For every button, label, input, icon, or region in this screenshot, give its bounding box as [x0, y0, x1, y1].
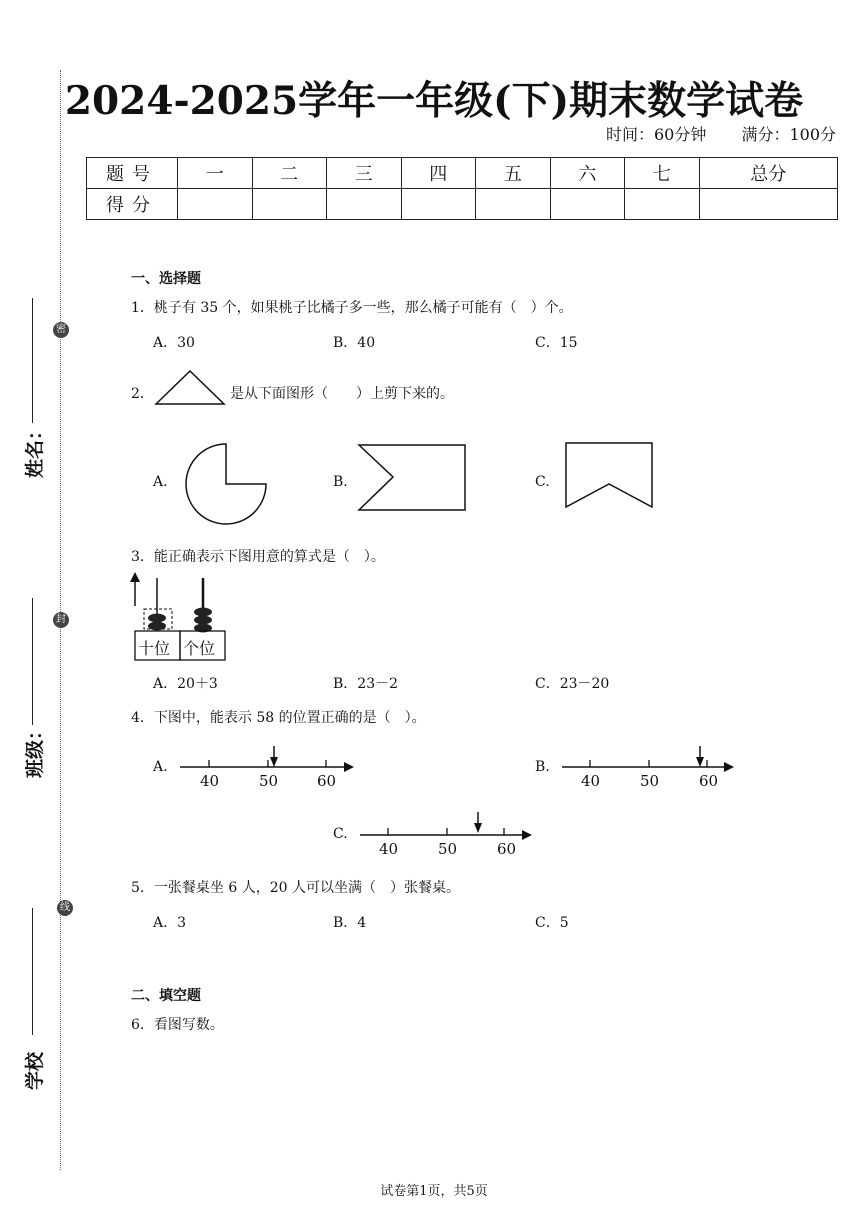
q4b-tick-50: 50	[640, 772, 660, 790]
q3-option-b[interactable]: B．23－2	[333, 676, 399, 692]
q4-option-c[interactable]: C.	[333, 826, 348, 842]
school-underline	[32, 908, 33, 1035]
q4a-tick-60: 60	[317, 772, 337, 790]
score-table-cell: 三	[327, 158, 402, 189]
section-title: 二、填空题	[131, 988, 201, 1004]
class-underline	[32, 598, 33, 725]
score-table-cell: 题号	[87, 158, 178, 189]
q2-option-c[interactable]: C.	[535, 474, 550, 490]
q1-option-a[interactable]: A．30	[153, 335, 195, 351]
triangle-figure	[152, 368, 228, 408]
notched-rectangle-shape-b	[355, 442, 470, 514]
question-1: 1．桃子有 35 个，如果桃子比橘子多一些，那么橘子可能有（ ）个。	[131, 300, 573, 316]
name-underline	[32, 298, 33, 423]
score-table-cell: 六	[550, 158, 625, 189]
notched-rectangle-shape-c	[562, 440, 657, 512]
section-title: 一、选择题	[131, 271, 201, 287]
score-input-cell[interactable]	[476, 189, 551, 220]
q4b-tick-40: 40	[581, 772, 601, 790]
score-input-cell[interactable]	[252, 189, 327, 220]
q5-option-b[interactable]: B．4	[333, 915, 367, 931]
q5-option-a[interactable]: A．3	[153, 915, 187, 931]
score-input-cell[interactable]	[401, 189, 476, 220]
tens-place-label: 十位	[138, 639, 171, 658]
q4c-tick-60: 60	[497, 840, 517, 858]
q1-option-b[interactable]: B．40	[333, 335, 376, 351]
score-input-cell[interactable]	[327, 189, 402, 220]
score-table-cell: 一	[178, 158, 253, 189]
score-input-cell[interactable]	[550, 189, 625, 220]
score-table-cell: 四	[401, 158, 476, 189]
q4-option-a[interactable]: A.	[153, 759, 168, 775]
question-4: 4．下图中，能表示 58 的位置正确的是（ ）。	[131, 710, 426, 726]
q4-option-b[interactable]: B.	[535, 759, 550, 775]
q3-option-c[interactable]: C．23－20	[535, 676, 610, 692]
q2-option-b[interactable]: B.	[333, 474, 348, 490]
score-table	[86, 157, 838, 220]
q4a-tick-40: 40	[200, 772, 220, 790]
page-footer: 试卷第1页，共5页	[380, 1184, 488, 1199]
seal-mark-xian: 线	[57, 900, 73, 916]
name-label: 姓名：	[24, 420, 46, 478]
school-label: 学校	[24, 1051, 46, 1090]
q2-option-a[interactable]: A.	[153, 474, 168, 490]
exam-time: 时间：60分钟	[605, 125, 707, 144]
exam-title: 2024-2025学年一年级(下)期末数学试卷	[64, 78, 804, 124]
score-table-cell: 总分	[699, 158, 837, 189]
seal-mark-mi: 密	[53, 322, 69, 338]
score-table-cell: 二	[252, 158, 327, 189]
circle-missing-quarter-shape	[180, 438, 272, 530]
score-table-cell: 七	[625, 158, 700, 189]
question-5: 5．一张餐桌坐 6 人，20 人可以坐满（ ）张餐桌。	[131, 880, 460, 896]
ones-place-label: 个位	[183, 639, 216, 658]
exam-full-score: 满分：100分	[741, 125, 836, 144]
question-2-number: 2．	[131, 386, 154, 402]
question-3: 3．能正确表示下图用意的算式是（ ）。	[131, 549, 385, 565]
question-2: 是从下面图形（ ）上剪下来的。	[230, 386, 454, 402]
q1-option-c[interactable]: C．15	[535, 335, 578, 351]
q4c-tick-40: 40	[379, 840, 399, 858]
score-table-header-row	[87, 158, 838, 189]
exam-info	[576, 122, 836, 145]
score-input-cell[interactable]	[625, 189, 700, 220]
score-table-score-row	[87, 189, 838, 220]
q3-option-a[interactable]: A．20＋3	[153, 676, 218, 692]
q4a-tick-50: 50	[259, 772, 279, 790]
question-6: 6．看图写数。	[131, 1017, 224, 1033]
class-label: 班级：	[24, 720, 46, 778]
score-input-cell[interactable]	[699, 189, 837, 220]
q4c-tick-50: 50	[438, 840, 458, 858]
score-table-cell: 五	[476, 158, 551, 189]
q5-option-c[interactable]: C．5	[535, 915, 569, 931]
q4b-tick-60: 60	[699, 772, 719, 790]
score-table-cell: 得分	[87, 189, 178, 220]
seal-mark-feng: 封	[53, 612, 69, 628]
score-input-cell[interactable]	[178, 189, 253, 220]
